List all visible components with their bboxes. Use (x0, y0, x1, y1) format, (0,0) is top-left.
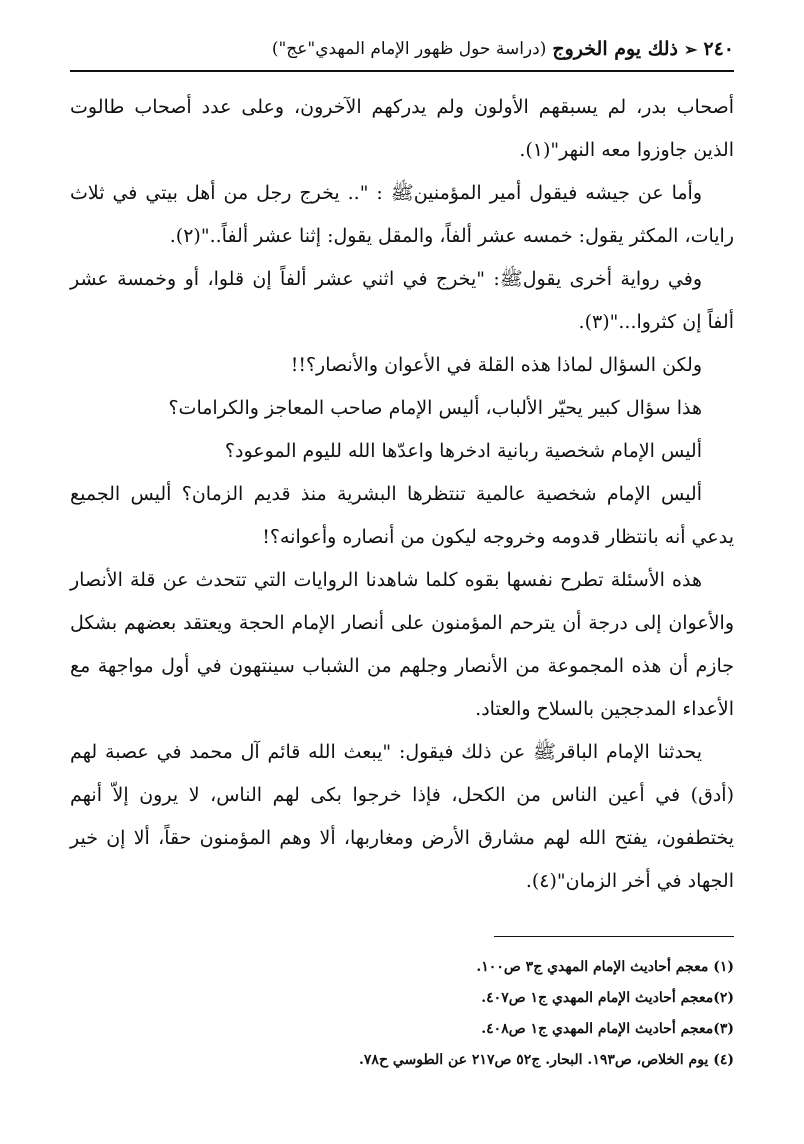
arrow-icon: ➢ (683, 39, 698, 59)
paragraph: هذا سؤال كبير يحيّر الألباب، أليس الإمام صاحب المعاجز والكرامات؟ (168, 397, 702, 419)
paragraph: أليس الإمام شخصية عالمية تنتظرها البشرية منذ قديم الزمان؟ أليس الجميع يدعي أنه بانتظار قدومه وخروجه ليكون من أنصاره وأعوانه؟! (70, 483, 734, 548)
page-number: ٢٤٠ (703, 38, 734, 60)
footnote: (٣)معجم أحاديث الإمام المهدي ج١ ص٤٠٨. (481, 1021, 734, 1037)
footnotes (70, 952, 734, 1076)
header-title: ذلك يوم الخروج (552, 38, 678, 60)
paragraph: وفي رواية أخرى يقول‎ﷺ: "يخرج في اثني عشر ألفاً إن قلوا، أو وخمسة عشر ألفاً إن كثروا..."(٣). (70, 268, 734, 333)
footnote: (٤) يوم الخلاص، ص١٩٣. البحار. ج٥٢ ص٢١٧ عن الطوسي ح٧٨. (359, 1052, 734, 1068)
body-text (70, 86, 734, 903)
footnote: (٢)معجم أحاديث الإمام المهدي ج١ ص٤٠٧. (481, 990, 734, 1006)
paragraph: أليس الإمام شخصية ربانية ادخرها واعدّها الله لليوم الموعود؟ (224, 440, 702, 462)
paragraph: ولكن السؤال لماذا هذه القلة في الأعوان والأنصار؟!! (290, 354, 702, 376)
header-subtitle: (دراسة حول ظهور الإمام المهدي"عج") (271, 39, 547, 59)
paragraph: أصحاب بدر، لم يسبقهم الأولون ولم يدركهم الآخرون، وعلى عدد أصحاب طالوت الذين جاوزوا معه النهر"(١). (70, 96, 734, 161)
paragraph: يحدثنا الإمام الباقر‎ﷺ عن ذلك فيقول: "يبعث الله قائم آل محمد في عصبة لهم (أدق) في أعين الناس من الكحل، فإذا خرجوا بكى لهم الناس، لا يرون إلاّ أنهم يختطفون، يفتح الله لهم مشارق الأرض ومغاربها، ألا وهم المؤمنون حقاً، ألا إن خير الجهاد في أخر الزمان"(٤). (70, 741, 734, 892)
paragraph: هذه الأسئلة تطرح نفسها بقوه كلما شاهدنا الروايات التي تتحدث عن قلة الأنصار والأعوان إلى درجة أن يترحم المؤمنون على أنصار الإمام الحجة ويعتقد بعضهم بشكل جازم أن هذه المجموعة من الأنصار وجلهم من الشباب سينتهون في أول مواجهة مع الأعداء المدججين بالسلاح والعتاد. (70, 569, 734, 720)
footnote: (١) معجم أحاديث الإمام المهدي ج٣ ص١٠٠. (476, 959, 734, 975)
footnote-divider (494, 936, 734, 937)
running-header (70, 32, 734, 66)
paragraph: وأما عن جيشه فيقول أمير المؤمنين‎ﷺ : ".. يخرج رجل من أهل بيتي في ثلاث رايات، المكثر يقول: خمسه عشر ألفاً، والمقل يقول: إثنا عشر ألفاً.."(٢). (70, 182, 734, 247)
header-divider (70, 70, 734, 72)
